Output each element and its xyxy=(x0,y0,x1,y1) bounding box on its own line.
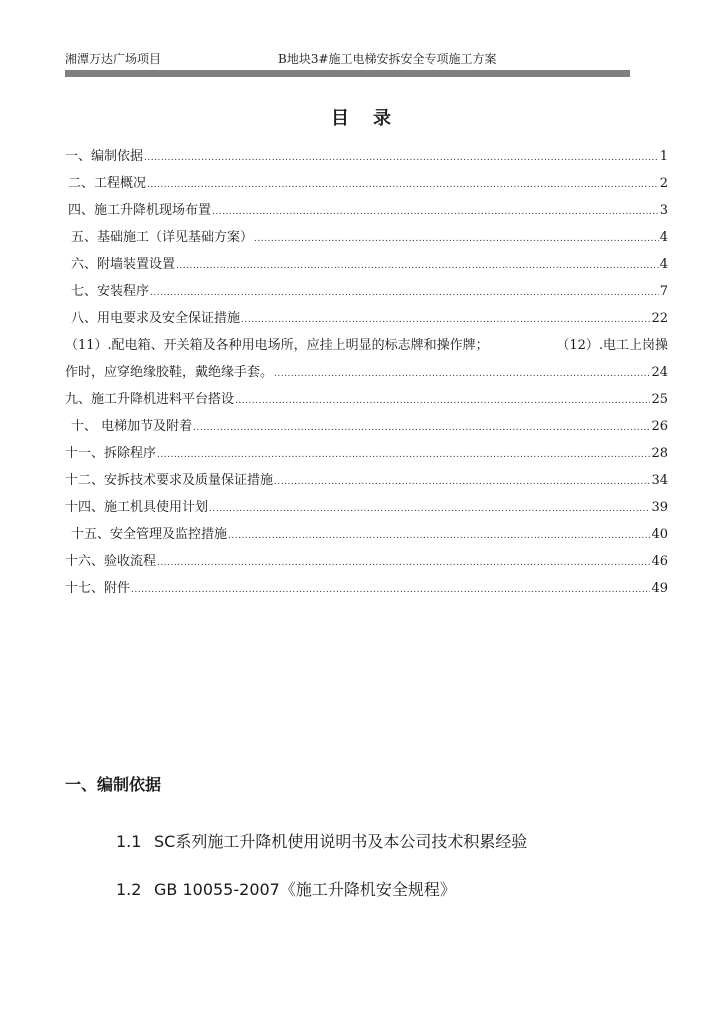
toc-leader xyxy=(157,450,650,460)
toc-leader xyxy=(144,153,659,163)
toc-entry[interactable] xyxy=(65,199,668,226)
toc-entry[interactable] xyxy=(65,523,668,550)
toc-entry-page: 24 xyxy=(651,365,668,380)
toc-leader xyxy=(131,585,650,595)
toc-entry-label: 十六、验收流程 xyxy=(65,554,157,569)
section-heading: 一、编制依据 xyxy=(65,775,162,794)
section-item-text: GB 10055-2007《施工升降机安全规程》 xyxy=(154,880,456,899)
toc-entry[interactable] xyxy=(65,145,668,172)
toc-entry-page: 34 xyxy=(651,473,668,488)
toc-leader xyxy=(274,369,650,379)
toc-wrapped-part1: （11）.配电箱、开关箱及各种用电场所，应挂上明显的标志牌和操作牌； xyxy=(65,338,489,353)
table-of-contents xyxy=(65,145,668,604)
toc-leader xyxy=(193,423,650,433)
toc-entry-page: 22 xyxy=(651,311,668,326)
toc-leader xyxy=(150,288,659,298)
toc-leader xyxy=(176,261,659,271)
toc-entry[interactable] xyxy=(65,550,668,577)
toc-entry[interactable] xyxy=(65,253,668,280)
toc-entry[interactable] xyxy=(65,415,668,442)
toc-entry[interactable] xyxy=(65,226,668,253)
toc-entry-label: 二、工程概况 xyxy=(68,176,147,191)
toc-entry-label: 九、施工升降机进料平台搭设 xyxy=(65,392,235,407)
section-item-text: SC系列施工升降机使用说明书及本公司技术积累经验 xyxy=(154,832,528,851)
toc-entry-page: 25 xyxy=(651,392,668,407)
toc-entry-label: 八、用电要求及安全保证措施 xyxy=(71,311,241,326)
toc-entry-label: 六、附墙装置设置 xyxy=(71,257,176,272)
toc-entry-label: 十七、附件 xyxy=(65,581,131,596)
toc-entry-page: 39 xyxy=(651,500,668,515)
toc-entry-page: 2 xyxy=(659,176,668,191)
toc-title xyxy=(0,104,724,130)
toc-entry-label: 一、编制依据 xyxy=(65,149,144,164)
toc-entry-page: 4 xyxy=(659,230,668,245)
toc-entry-page: 7 xyxy=(659,284,668,299)
header-document-title: B地块3#施工电梯安拆安全专项施工方案 xyxy=(278,52,497,66)
toc-leader xyxy=(254,234,659,244)
toc-entry-wrapped-line[interactable] xyxy=(65,334,668,361)
toc-leader xyxy=(157,558,650,568)
toc-entry-page: 49 xyxy=(651,581,668,596)
toc-entry[interactable] xyxy=(65,172,668,199)
header-divider xyxy=(65,70,630,77)
toc-entry-label: 五、基础施工（详见基础方案） xyxy=(71,230,254,245)
toc-title-part2: 录 xyxy=(373,108,393,129)
toc-entry-label: 七、安装程序 xyxy=(71,284,150,299)
toc-entry[interactable] xyxy=(65,361,668,388)
toc-entry-label: 十五、安全管理及监控措施 xyxy=(71,527,228,542)
toc-entry[interactable] xyxy=(65,442,668,469)
toc-leader xyxy=(228,531,650,541)
toc-entry[interactable] xyxy=(65,469,668,496)
toc-entry-page: 40 xyxy=(651,527,668,542)
toc-entry[interactable] xyxy=(65,577,668,604)
toc-entry-page: 26 xyxy=(651,419,668,434)
toc-entry-page: 46 xyxy=(651,554,668,569)
page-header xyxy=(65,50,630,68)
toc-leader xyxy=(274,477,650,487)
toc-entry[interactable] xyxy=(65,496,668,523)
section-item-number: 1.2 xyxy=(116,880,142,899)
toc-entry[interactable] xyxy=(65,388,668,415)
toc-entry[interactable] xyxy=(65,280,668,307)
toc-entry-label: 十一、拆除程序 xyxy=(65,446,157,461)
toc-entry-label: 作时，应穿绝缘胶鞋，戴绝缘手套。 xyxy=(65,365,274,380)
section-item xyxy=(116,877,456,900)
toc-title-part1: 目 xyxy=(331,108,351,129)
section-item xyxy=(116,829,527,852)
toc-entry-label: 四、施工升降机现场布置 xyxy=(68,203,212,218)
toc-leader xyxy=(147,180,659,190)
header-project-name: 湘潭万达广场项目 xyxy=(65,52,162,66)
toc-leader xyxy=(209,504,650,514)
toc-entry-page: 3 xyxy=(659,203,668,218)
toc-leader xyxy=(235,396,650,406)
toc-entry-page: 4 xyxy=(659,257,668,272)
section-item-number: 1.1 xyxy=(116,832,142,851)
toc-entry[interactable] xyxy=(65,307,668,334)
toc-wrapped-part2: （12）.电工上岗操 xyxy=(556,338,668,353)
toc-leader xyxy=(241,315,650,325)
toc-leader xyxy=(212,207,659,217)
toc-entry-page: 28 xyxy=(651,446,668,461)
toc-entry-label: 十四、施工机具使用计划 xyxy=(65,500,209,515)
toc-entry-label: 十二、安拆技术要求及质量保证措施 xyxy=(65,473,274,488)
toc-entry-label: 十、 电梯加节及附着 xyxy=(71,419,193,434)
toc-entry-page: 1 xyxy=(659,149,668,164)
